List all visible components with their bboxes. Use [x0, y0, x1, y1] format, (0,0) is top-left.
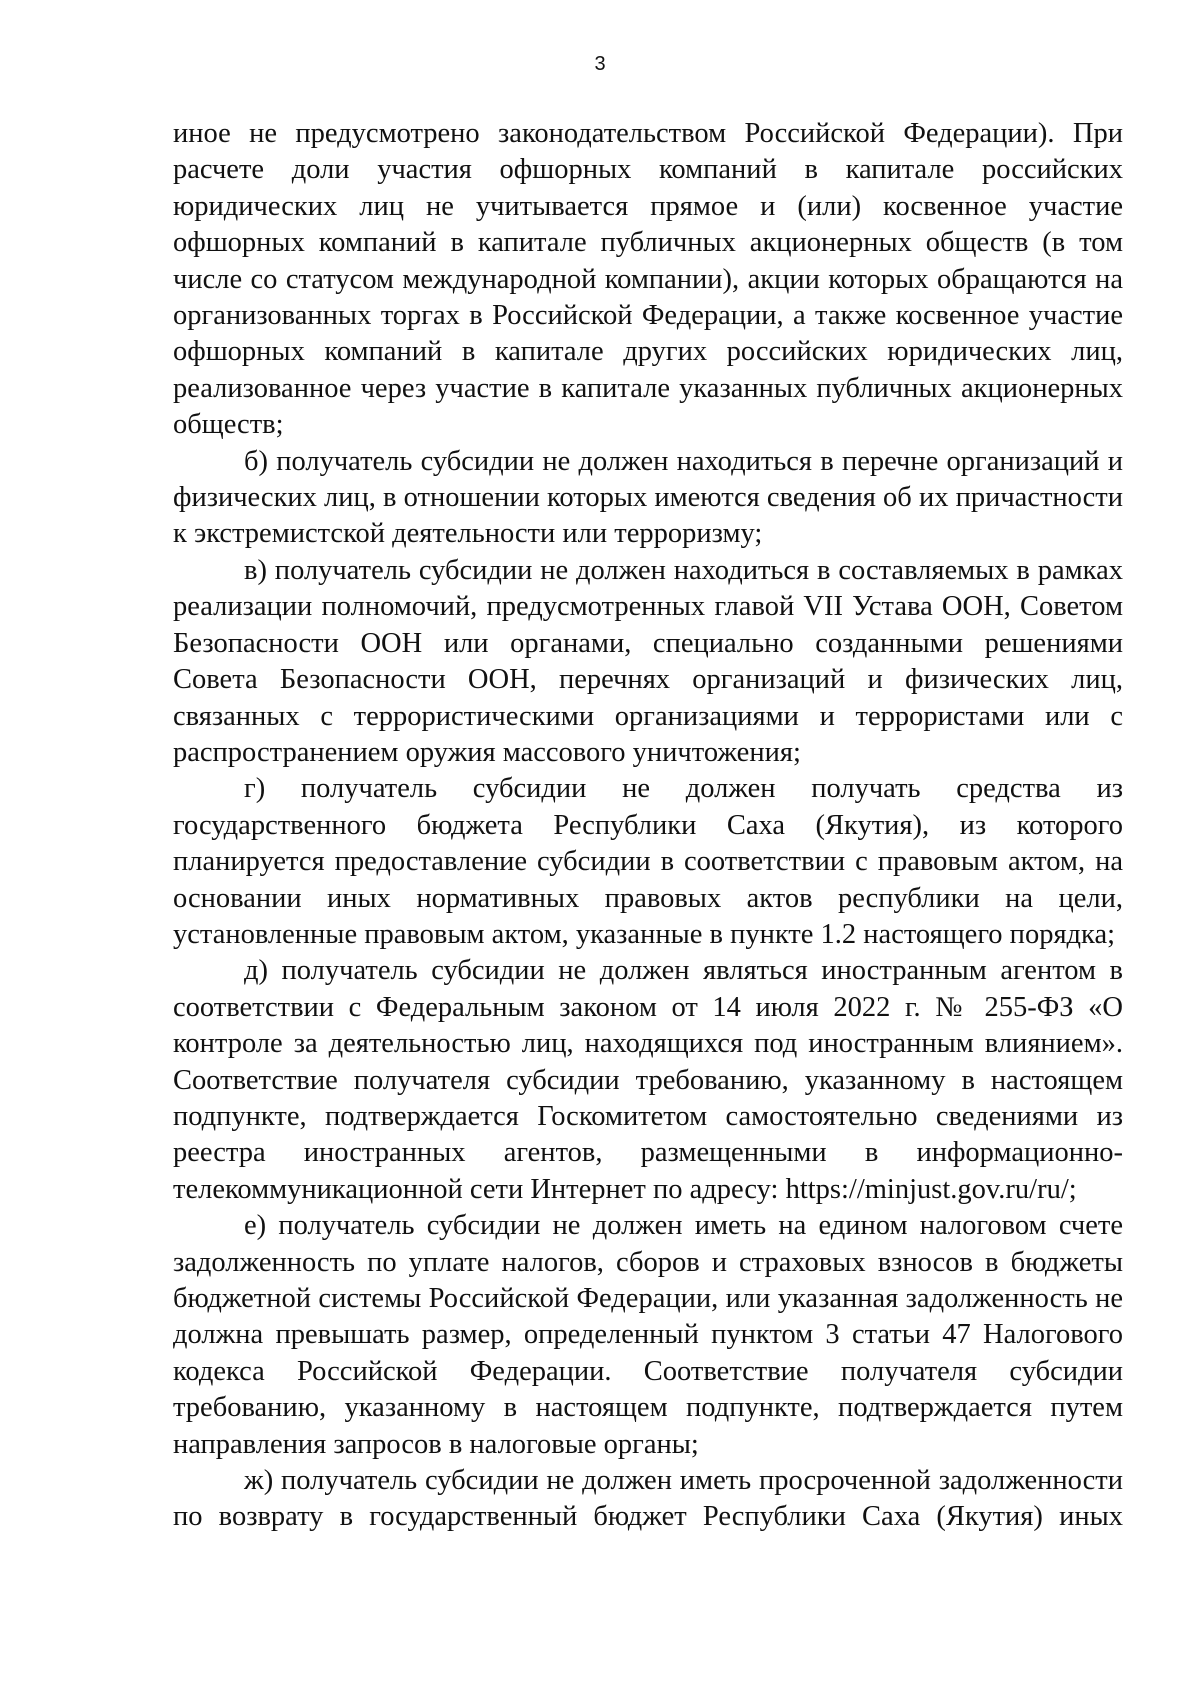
paragraph-item-g: г) получатель субсидии не должен получать средства из государственного бюджета Республики Саха (Якутия), из которого планируется предоставление субсидии в соответствии с правовым актом, на основании иных нормативных правовых актов республики на цели, установленные правовым актом, указанные в пункте 1.2 настоящего порядка; [173, 773, 1123, 950]
page-number: 3 [594, 53, 606, 75]
paragraph-item-b: б) получатель субсидии не должен находиться в перечне организаций и физических лиц, в отношении которых имеются сведения об их причастности к экстремистской деятельности или терроризму; [173, 445, 1123, 550]
paragraph-continuation: иное не предусмотрено законодательством Российской Федерации). При расчете доли участия офшорных компаний в капитале российских юридических лиц не учитывается прямое и (или) косвенное участие офшорных компаний в капитале публичных акционерных обществ (в том числе со статусом международной компании), акции которых обращаются на организованных торгах в Российской Федерации, а также косвенное участие офшорных компаний в капитале других российских юридических лиц, реализованное через участие в капитале указанных публичных акционерных обществ; [173, 118, 1123, 441]
paragraph-item-e: е) получатель субсидии не должен иметь на едином налоговом счете задолженность по уплате налогов, сборов и страховых взносов в бюджеты бюджетной системы Российской Федерации, или указанная задолженность не должна превышать размер, определенный пунктом 3 статьи 47 Налогового кодекса Российской Федерации. Соответствие получателя субсидии требованию, указанному в настоящем подпункте, подтверждается путем направления запросов в налоговые органы; [173, 1210, 1123, 1460]
paragraph-item-d: д) получатель субсидии не должен являться иностранным агентом в соответствии с Федеральным законом от 14 июля 2022 г. № 255-ФЗ «О контроле за деятельностью лиц, находящихся под иностранным влиянием». Соответствие получателя субсидии требованию, указанному в настоящем подпункте, подтверждается Госкомитетом самостоятельно сведениями из реестра иностранных агентов, размещенными в информационно-телекоммуникационной сети Интернет по адресу: https://minjust.gov.ru/ru/; [173, 955, 1123, 1205]
paragraph-item-v: в) получатель субсидии не должен находиться в составляемых в рамках реализации полномочий, предусмотренных главой VII Устава ООН, Советом Безопасности ООН или органами, специально созданными решениями Совета Безопасности ООН, перечнях организаций и физических лиц, связанных с террористическими организациями и террористами или с распространением оружия массового уничтожения; [173, 554, 1123, 768]
document-body [173, 116, 1123, 1536]
paragraph-item-zh: ж) получатель субсидии не должен иметь просроченной задолженности по возврату в государственный бюджет Республики Саха (Якутия) иных [173, 1465, 1123, 1533]
